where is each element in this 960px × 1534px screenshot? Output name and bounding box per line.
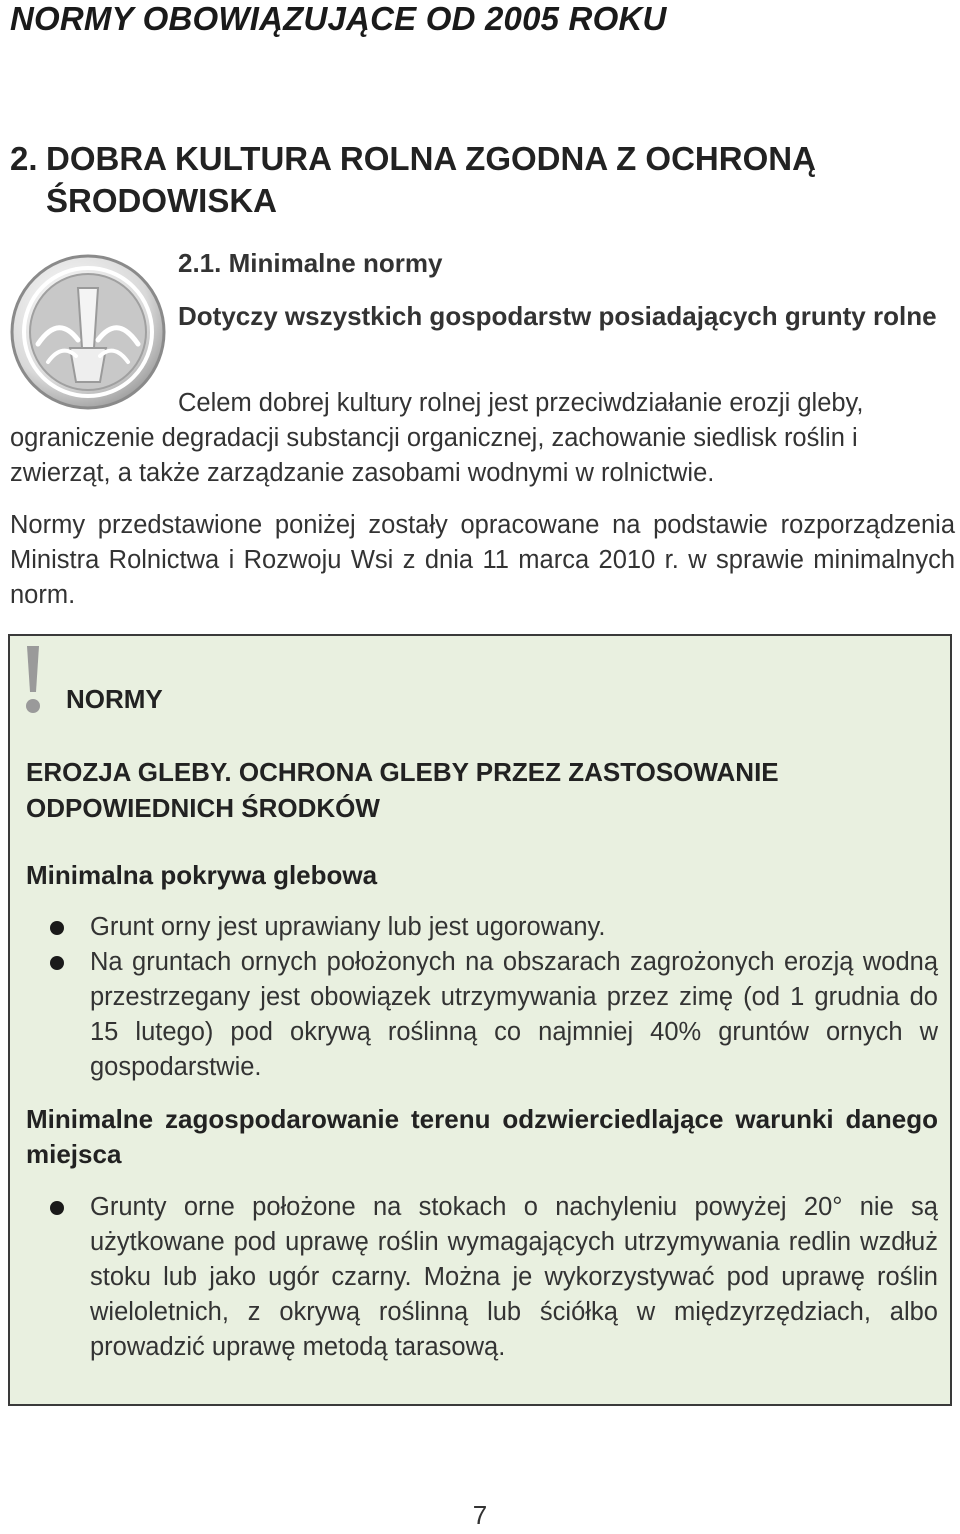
norm-title-land-management: Minimalne zagospodarowanie terenu odzwierciedlające warunki danego miejsca: [26, 1104, 938, 1169]
page-header-title: NORMY OBOWIĄZUJĄCE OD 2005 ROKU: [10, 0, 667, 37]
list-item: Grunty orne położone na stokach o nachyleniu powyżej 20° nie są użytkowane pod uprawę roślin wymagających utrzymywania redlin wzdłuż stoku lub jako ugór czarny. Można je wykorzystywać pod uprawę roślin wieloletnich, z okrywą roślinną lub ściółką w międzyrzędziach, albo prowadzić uprawę metodą tarasową.: [26, 1190, 938, 1365]
legal-basis-paragraph: Normy przedstawione poniżej zostały opracowane na podstawie rozporządzenia Ministra Rolnictwa i Rozwoju Wsi z dnia 11 marca 2010 r. w sprawie minimalnych norm.: [10, 511, 955, 609]
ground-cover-list: [26, 910, 938, 1085]
section-title: [10, 138, 910, 222]
norm-title-ground-cover: Minimalna pokrywa glebowa: [26, 860, 378, 890]
bullet-icon: [50, 1201, 64, 1215]
subsection-scope: Dotyczy wszystkich gospodarstw posiadających grunty rolne: [178, 301, 937, 331]
intro-paragraph: [10, 386, 955, 491]
norms-label: NORMY: [66, 684, 163, 714]
exclamation-icon: [18, 644, 48, 716]
subsection-title: 2.1. Minimalne normy: [178, 248, 443, 278]
norms-box: [8, 634, 952, 1406]
section-title-line2: ŚRODOWISKA: [46, 182, 277, 219]
section-number: 2.: [10, 140, 38, 177]
list-item: Na gruntach ornych położonych na obszarach zagrożonych erozją wodną przestrzegany jest obowiązek utrzymywania przez zimę (od 1 grudnia do 15 lutego) pod okrywą roślinną co najmniej 40% gruntów ornych w gospodarstwie.: [26, 945, 938, 1085]
list-item: Grunt orny jest uprawiany lub jest ugorowany.: [26, 910, 938, 945]
bullet-icon: [50, 956, 64, 970]
land-management-list: [26, 1190, 938, 1365]
norms-heading: EROZJA GLEBY. OCHRONA GLEBY PRZEZ ZASTOSOWANIE ODPOWIEDNICH ŚRODKÓW: [26, 757, 779, 823]
page-number: 7: [472, 1500, 488, 1530]
bullet-icon: [50, 921, 64, 935]
section-title-line1: DOBRA KULTURA ROLNA ZGODNA Z OCHRONĄ: [46, 140, 816, 177]
intro-text: Celem dobrej kultury rolnej jest przeciwdziałanie erozji gleby, ograniczenie degradacji substancji organicznej, zachowanie siedlisk roślin i zwierząt, a także zarządzanie zasobami wodnymi w rolnictwie.: [10, 389, 864, 487]
